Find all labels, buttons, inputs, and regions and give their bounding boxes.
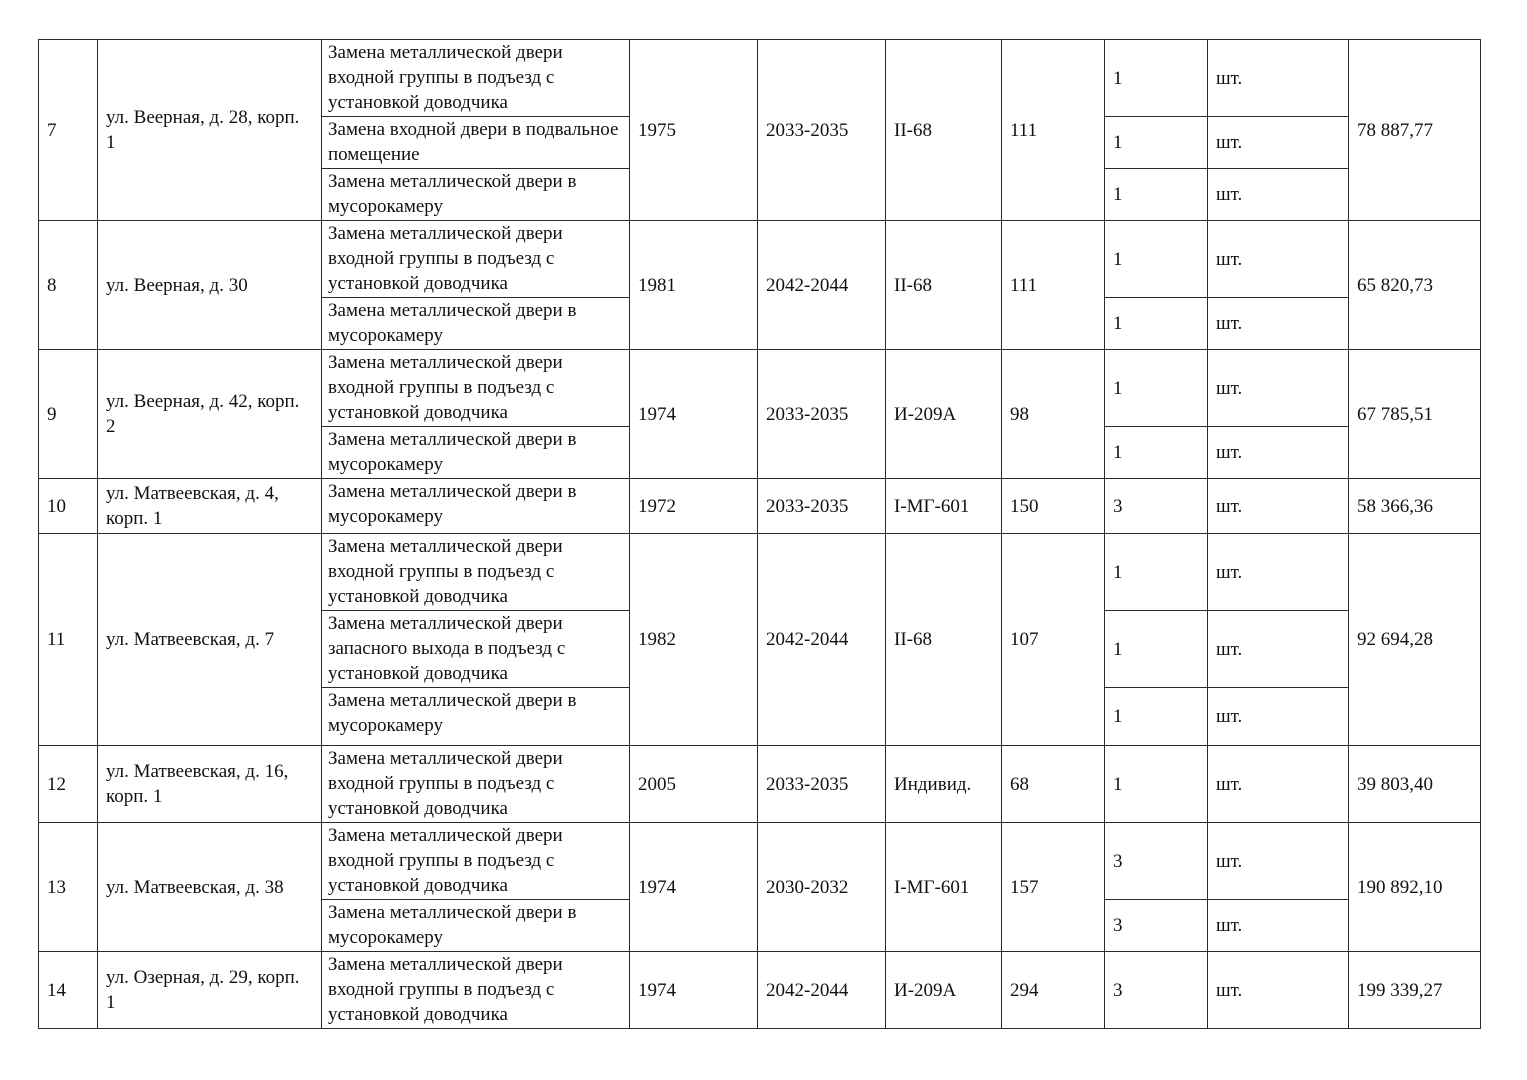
work-description-cell: [322, 298, 630, 350]
work-description-cell-text: Замена металлической двери входной группы в подъезд с установкой доводчика: [328, 536, 563, 607]
address-cell: [98, 823, 322, 952]
repair-period-cell-text: 2033-2035: [766, 403, 849, 425]
build-year-cell-text: 1974: [638, 876, 676, 898]
quantity-cell-text: 1: [1113, 248, 1123, 270]
build-year-cell: [630, 823, 758, 952]
building-series-cell-text: I-МГ-601: [894, 876, 970, 898]
quantity-cell-text: 1: [1113, 706, 1123, 727]
repair-period-cell: [758, 534, 886, 746]
work-description-cell-text: Замена металлической двери входной группы в подъезд с установкой доводчика: [328, 352, 563, 423]
repair-period-cell: [758, 823, 886, 952]
total-cost-cell-text: 39 803,40: [1357, 773, 1433, 795]
quantity-cell: [1105, 221, 1208, 298]
work-description-cell-text: Замена металлической двери входной группы в подъезд с установкой доводчика: [328, 223, 563, 294]
address-cell: [98, 479, 322, 534]
unit-cell: [1208, 534, 1349, 611]
repair-period-cell: [758, 350, 886, 479]
total-cost-cell: [1349, 350, 1481, 479]
work-description-cell: [322, 534, 630, 611]
repair-period-cell-text: 2033-2035: [766, 773, 849, 795]
building-series-cell: [886, 952, 1002, 1029]
quantity-cell: [1105, 688, 1208, 746]
unit-cell: [1208, 823, 1349, 900]
total-cost-cell: [1349, 823, 1481, 952]
unit-cell-text: шт.: [1216, 184, 1243, 205]
unit-cell: [1208, 479, 1349, 534]
table-row: [39, 823, 1481, 900]
unit-cell: [1208, 746, 1349, 823]
quantity-cell-text: 1: [1113, 561, 1123, 583]
table-row: [39, 350, 1481, 427]
address-cell-text: ул. Озерная, д. 29, корп. 1: [106, 967, 300, 1013]
apartments-cell: [1002, 534, 1105, 746]
quantity-cell-text: 3: [1113, 979, 1123, 1001]
building-series-cell-text: Индивид.: [894, 773, 972, 795]
build-year-cell-text: 1981: [638, 274, 676, 296]
quantity-cell-text: 1: [1113, 184, 1123, 205]
build-year-cell: [630, 952, 758, 1029]
unit-cell: [1208, 427, 1349, 479]
build-year-cell: [630, 479, 758, 534]
repair-period-cell-text: 2033-2035: [766, 119, 849, 141]
row-number-cell: [39, 221, 98, 350]
apartments-cell-text: 111: [1010, 274, 1038, 296]
unit-cell: [1208, 688, 1349, 746]
unit-cell-text: шт.: [1216, 850, 1243, 872]
unit-cell: [1208, 117, 1349, 169]
quantity-cell-text: 1: [1113, 377, 1123, 399]
quantity-cell-text: 1: [1113, 773, 1123, 795]
row-number-cell-text: 12: [47, 773, 66, 795]
row-number-cell: [39, 952, 98, 1029]
works-table: [38, 39, 1481, 1029]
row-number-cell-text: 9: [47, 403, 57, 425]
quantity-cell-text: 3: [1113, 850, 1123, 872]
total-cost-cell-text: 190 892,10: [1357, 876, 1443, 898]
apartments-cell-text: 107: [1010, 629, 1039, 650]
work-description-cell-text: Замена металлической двери в мусорокамеру: [328, 481, 577, 527]
work-description-cell-text: Замена металлической двери в мусорокамеру: [328, 690, 577, 736]
quantity-cell-text: 1: [1113, 638, 1123, 660]
quantity-cell: [1105, 350, 1208, 427]
table-row: [39, 221, 1481, 298]
quantity-cell: [1105, 40, 1208, 117]
work-description-cell-text: Замена металлической двери входной группы в подъезд с установкой доводчика: [328, 954, 563, 1025]
address-cell: [98, 534, 322, 746]
address-cell: [98, 746, 322, 823]
apartments-cell-text: 150: [1010, 495, 1039, 517]
unit-cell-text: шт.: [1216, 132, 1243, 153]
table-row: [39, 746, 1481, 823]
apartments-cell: [1002, 40, 1105, 221]
work-description-cell: [322, 900, 630, 952]
apartments-cell: [1002, 479, 1105, 534]
repair-period-cell: [758, 221, 886, 350]
unit-cell: [1208, 952, 1349, 1029]
total-cost-cell: [1349, 952, 1481, 1029]
work-description-cell-text: Замена металлической двери запасного выхода в подъезд с установкой доводчика: [328, 613, 566, 684]
quantity-cell: [1105, 534, 1208, 611]
quantity-cell: [1105, 611, 1208, 688]
total-cost-cell-text: 67 785,51: [1357, 403, 1433, 425]
row-number-cell: [39, 823, 98, 952]
repair-period-cell: [758, 746, 886, 823]
repair-period-cell: [758, 40, 886, 221]
quantity-cell: [1105, 746, 1208, 823]
apartments-cell-text: 98: [1010, 403, 1029, 425]
work-description-cell-text: Замена входной двери в подвальное помещение: [328, 119, 619, 165]
unit-cell-text: шт.: [1216, 915, 1243, 936]
quantity-cell: [1105, 169, 1208, 221]
address-cell-text: ул. Матвеевская, д. 16, корп. 1: [106, 761, 289, 807]
row-number-cell: [39, 350, 98, 479]
address-cell-text: ул. Матвеевская, д. 4, корп. 1: [106, 483, 279, 529]
quantity-cell-text: 1: [1113, 313, 1123, 334]
work-description-cell: [322, 350, 630, 427]
apartments-cell-text: 157: [1010, 876, 1039, 898]
building-series-cell-text: И-209А: [894, 403, 957, 425]
building-series-cell: [886, 534, 1002, 746]
unit-cell-text: шт.: [1216, 773, 1243, 795]
row-number-cell-text: 13: [47, 876, 66, 898]
repair-period-cell-text: 2030-2032: [766, 876, 849, 898]
work-description-cell: [322, 479, 630, 534]
total-cost-cell: [1349, 40, 1481, 221]
unit-cell: [1208, 900, 1349, 952]
row-number-cell-text: 11: [47, 629, 66, 650]
building-series-cell-text: II-68: [894, 629, 932, 650]
building-series-cell-text: II-68: [894, 274, 932, 296]
building-series-cell-text: I-МГ-601: [894, 495, 970, 517]
row-number-cell-text: 8: [47, 274, 57, 296]
total-cost-cell-text: 58 366,36: [1357, 495, 1433, 517]
apartments-cell: [1002, 221, 1105, 350]
row-number-cell: [39, 534, 98, 746]
total-cost-cell-text: 92 694,28: [1357, 629, 1433, 650]
work-description-cell-text: Замена металлической двери входной группы в подъезд с установкой доводчика: [328, 42, 563, 113]
total-cost-cell: [1349, 746, 1481, 823]
unit-cell: [1208, 40, 1349, 117]
work-description-cell-text: Замена металлической двери в мусорокамеру: [328, 902, 577, 948]
row-number-cell-text: 10: [47, 495, 66, 517]
address-cell: [98, 221, 322, 350]
address-cell-text: ул. Веерная, д. 28, корп. 1: [106, 107, 300, 153]
quantity-cell: [1105, 952, 1208, 1029]
building-series-cell: [886, 350, 1002, 479]
apartments-cell-text: 294: [1010, 979, 1039, 1001]
work-description-cell: [322, 169, 630, 221]
repair-period-cell-text: 2033-2035: [766, 495, 849, 517]
quantity-cell-text: 1: [1113, 442, 1123, 463]
unit-cell-text: шт.: [1216, 638, 1243, 660]
unit-cell: [1208, 611, 1349, 688]
building-series-cell: [886, 221, 1002, 350]
unit-cell-text: шт.: [1216, 377, 1243, 399]
quantity-cell: [1105, 117, 1208, 169]
building-series-cell: [886, 746, 1002, 823]
row-number-cell: [39, 746, 98, 823]
quantity-cell-text: 3: [1113, 915, 1123, 936]
build-year-cell-text: 1982: [638, 629, 676, 650]
total-cost-cell-text: 199 339,27: [1357, 979, 1443, 1001]
unit-cell-text: шт.: [1216, 313, 1243, 334]
address-cell-text: ул. Веерная, д. 42, корп. 2: [106, 391, 300, 437]
row-number-cell-text: 14: [47, 979, 66, 1001]
unit-cell-text: шт.: [1216, 67, 1243, 89]
unit-cell-text: шт.: [1216, 248, 1243, 270]
repair-period-cell-text: 2042-2044: [766, 629, 849, 650]
address-cell: [98, 350, 322, 479]
table-body: [39, 40, 1481, 1029]
building-series-cell: [886, 479, 1002, 534]
table-row: [39, 479, 1481, 534]
unit-cell-text: шт.: [1216, 706, 1243, 727]
apartments-cell: [1002, 823, 1105, 952]
apartments-cell: [1002, 952, 1105, 1029]
build-year-cell: [630, 40, 758, 221]
unit-cell: [1208, 221, 1349, 298]
quantity-cell: [1105, 427, 1208, 479]
unit-cell-text: шт.: [1216, 442, 1243, 463]
unit-cell: [1208, 350, 1349, 427]
build-year-cell-text: 1975: [638, 119, 676, 141]
address-cell-text: ул. Веерная, д. 30: [106, 274, 248, 296]
repair-period-cell-text: 2042-2044: [766, 979, 849, 1001]
work-description-cell-text: Замена металлической двери в мусорокамеру: [328, 300, 577, 346]
total-cost-cell: [1349, 479, 1481, 534]
work-description-cell: [322, 117, 630, 169]
work-description-cell: [322, 688, 630, 746]
quantity-cell: [1105, 900, 1208, 952]
row-number-cell: [39, 40, 98, 221]
table-row: [39, 534, 1481, 611]
quantity-cell: [1105, 823, 1208, 900]
work-description-cell-text: Замена металлической двери в мусорокамеру: [328, 429, 577, 475]
work-description-cell: [322, 40, 630, 117]
apartments-cell-text: 68: [1010, 773, 1029, 795]
row-number-cell: [39, 479, 98, 534]
address-cell: [98, 40, 322, 221]
build-year-cell: [630, 221, 758, 350]
quantity-cell-text: 1: [1113, 67, 1123, 89]
row-number-cell-text: 7: [47, 119, 57, 141]
repair-period-cell: [758, 952, 886, 1029]
work-description-cell-text: Замена металлической двери в мусорокамеру: [328, 171, 577, 217]
work-description-cell-text: Замена металлической двери входной группы в подъезд с установкой доводчика: [328, 825, 563, 896]
work-description-cell: [322, 952, 630, 1029]
total-cost-cell: [1349, 534, 1481, 746]
building-series-cell: [886, 823, 1002, 952]
unit-cell: [1208, 298, 1349, 350]
apartments-cell-text: 111: [1010, 119, 1038, 141]
quantity-cell-text: 1: [1113, 132, 1123, 153]
unit-cell-text: шт.: [1216, 979, 1243, 1001]
building-series-cell-text: II-68: [894, 119, 932, 141]
apartments-cell: [1002, 746, 1105, 823]
work-description-cell: [322, 746, 630, 823]
build-year-cell-text: 2005: [638, 773, 676, 795]
quantity-cell: [1105, 298, 1208, 350]
building-series-cell: [886, 40, 1002, 221]
unit-cell-text: шт.: [1216, 495, 1243, 517]
total-cost-cell-text: 78 887,77: [1357, 119, 1433, 141]
building-series-cell-text: И-209А: [894, 979, 957, 1001]
address-cell: [98, 952, 322, 1029]
repair-period-cell-text: 2042-2044: [766, 274, 849, 296]
total-cost-cell-text: 65 820,73: [1357, 274, 1433, 296]
table-row: [39, 952, 1481, 1029]
unit-cell-text: шт.: [1216, 561, 1243, 583]
work-description-cell: [322, 221, 630, 298]
quantity-cell-text: 3: [1113, 495, 1123, 517]
apartments-cell: [1002, 350, 1105, 479]
table-row: [39, 40, 1481, 117]
build-year-cell: [630, 350, 758, 479]
work-description-cell: [322, 823, 630, 900]
total-cost-cell: [1349, 221, 1481, 350]
quantity-cell: [1105, 479, 1208, 534]
build-year-cell: [630, 534, 758, 746]
repair-period-cell: [758, 479, 886, 534]
work-description-cell-text: Замена металлической двери входной группы в подъезд с установкой доводчика: [328, 748, 563, 819]
address-cell-text: ул. Матвеевская, д. 7: [106, 629, 275, 650]
work-description-cell: [322, 611, 630, 688]
build-year-cell-text: 1974: [638, 979, 676, 1001]
build-year-cell-text: 1974: [638, 403, 676, 425]
unit-cell: [1208, 169, 1349, 221]
build-year-cell: [630, 746, 758, 823]
build-year-cell-text: 1972: [638, 495, 676, 517]
address-cell-text: ул. Матвеевская, д. 38: [106, 876, 284, 898]
work-description-cell: [322, 427, 630, 479]
